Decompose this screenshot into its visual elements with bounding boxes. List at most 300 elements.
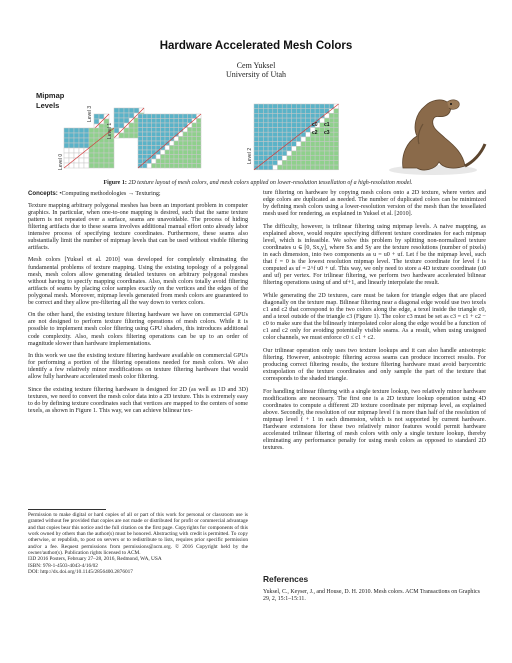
texel <box>174 123 179 128</box>
figure-label-c0: c0 <box>312 122 318 128</box>
texel <box>147 141 152 146</box>
texel <box>263 123 268 128</box>
texel <box>263 132 268 137</box>
texel <box>254 156 259 161</box>
texel <box>282 113 287 118</box>
texel <box>320 156 325 161</box>
texel <box>278 132 283 137</box>
texel <box>263 118 268 123</box>
texel <box>94 119 99 124</box>
texel <box>306 104 311 109</box>
texel <box>192 164 197 169</box>
texel <box>114 118 119 123</box>
texel <box>306 137 311 142</box>
texel <box>263 104 268 109</box>
permission-notice: Permission to make digital or hard copies of all or part of this work for personal or classroom use is granted without fee provided that copies are not made or distributed for profit or commercial advantage and that copies bear this notice and the full citation on the first page. Copyrights for components of this work owned by others than the author(s) must be honored. Abstracting with credit is permitted. To copy otherwise, or republish, to post on servers or to redistribute to lists, requires prior specific permission and/or a fee. Request permissions from permissions@acm.org. © 2016 Copyright held by the owner/author(s). Publication rights licensed to ACM. I3D 2016 Posters, February 27–28, 2016, Redmond, WA, USA ISBN: 978-1-4503-4043-4/16/02 DOI: http://dx.doi.org/10.1145/2856400.2876017 <box>28 512 248 576</box>
texel <box>273 160 278 165</box>
texel <box>296 142 301 147</box>
texel <box>138 137 143 142</box>
texture-grids <box>64 104 339 170</box>
texel <box>114 108 119 113</box>
texel <box>138 146 143 151</box>
texel <box>320 146 325 151</box>
texel <box>69 148 74 153</box>
texel <box>192 150 197 155</box>
texel <box>329 113 334 118</box>
texel <box>188 132 193 137</box>
texel <box>310 165 315 170</box>
texel <box>94 158 99 163</box>
texel <box>254 109 259 114</box>
texel <box>147 164 152 169</box>
texel <box>315 151 320 156</box>
texel <box>315 109 320 114</box>
texel <box>156 164 161 169</box>
texel <box>188 164 193 169</box>
texel <box>278 137 283 142</box>
texel <box>138 159 143 164</box>
texel <box>64 148 69 153</box>
texel <box>183 132 188 137</box>
texel <box>325 104 330 109</box>
texel <box>94 128 99 133</box>
texel <box>192 141 197 146</box>
texel <box>315 156 320 161</box>
texel <box>143 123 148 128</box>
texel <box>170 150 175 155</box>
texel <box>79 163 84 168</box>
caption-label: Figure 1: <box>103 180 127 186</box>
texel <box>273 104 278 109</box>
figure-label-c2: c2 <box>312 130 318 136</box>
texel <box>104 158 109 163</box>
texel <box>188 114 193 119</box>
texel <box>74 138 79 143</box>
texel <box>192 137 197 142</box>
texel <box>310 160 315 165</box>
texel <box>273 165 278 170</box>
texel <box>296 146 301 151</box>
texel <box>138 123 143 128</box>
texel <box>292 146 297 151</box>
texel <box>268 142 273 147</box>
texel <box>254 146 259 151</box>
texel <box>165 155 170 160</box>
texel <box>329 132 334 137</box>
texel <box>69 128 74 133</box>
texel <box>263 146 268 151</box>
texel <box>254 137 259 142</box>
texel <box>94 114 99 119</box>
texel <box>268 160 273 165</box>
left-paragraph: On the other hand, the existing texture filtering hardware we have on commercial GPUs are not designed to perform texture filtering operations of mesh colors. While it is possible to implement mesh color filtering using GPU shaders, this introduces additional code complexity. Also, mesh colors filtering operations can be up to an order of magnitude slower than hardware implementations. <box>28 312 248 347</box>
texel <box>197 137 202 142</box>
texel <box>282 132 287 137</box>
texel <box>179 159 184 164</box>
texel <box>152 141 157 146</box>
texel <box>109 163 114 168</box>
texel <box>268 137 273 142</box>
texel <box>310 146 315 151</box>
texel <box>263 165 268 170</box>
texel <box>114 128 119 133</box>
texel <box>306 128 311 133</box>
texel <box>119 113 124 118</box>
texel <box>188 141 193 146</box>
texel <box>138 114 143 119</box>
left-paragraph: Since the existing texture filtering hardware is designed for 2D (as well as 1D and 3D) textures, we need to convert the mesh color data into a 2D texture. This is extremely easy to do by defining texture coordinates such that vertices are mapped to the centers of some texels, as shown in Figure 1. This way, we can achieve bilinear tex- <box>28 387 248 415</box>
texel <box>296 156 301 161</box>
left-paragraph: Texture mapping arbitrary polygonal meshes has been an important problem in computer graphics. In particular, when one-to-one mapping is desired, such that the same texture pattern is not repeated over a surface, seams are unavoidable. The process of hiding filtering artifacts due to these seams involves additional manual effort onto already labor intensive process of specifying texture coordinates. Furthermore, these seams also substantially limit the number of mipmap levels that can be used without visible filtering artifacts. <box>28 202 248 251</box>
texel <box>296 128 301 133</box>
texel <box>174 146 179 151</box>
figure-label-level1: Level 1 <box>107 122 113 139</box>
texel <box>69 143 74 148</box>
texel <box>301 156 306 161</box>
texel <box>197 155 202 160</box>
texel <box>147 123 152 128</box>
texel <box>329 156 334 161</box>
texel <box>170 114 175 119</box>
texel <box>152 164 157 169</box>
texel <box>147 114 152 119</box>
texel <box>325 109 330 114</box>
texel <box>278 109 283 114</box>
author-name: Cem Yuksel <box>236 61 276 70</box>
texel <box>188 137 193 142</box>
texel <box>79 133 84 138</box>
texel <box>259 118 264 123</box>
texel <box>334 137 339 142</box>
texel <box>94 148 99 153</box>
texel <box>268 113 273 118</box>
texel <box>119 123 124 128</box>
texel <box>156 155 161 160</box>
texel <box>170 123 175 128</box>
author-affiliation: University of Utah <box>226 70 286 79</box>
texel <box>301 160 306 165</box>
texel <box>310 104 315 109</box>
texel <box>152 123 157 128</box>
texel <box>197 132 202 137</box>
texel <box>296 123 301 128</box>
texel <box>310 137 315 142</box>
texel <box>192 123 197 128</box>
texel <box>74 163 79 168</box>
texel <box>292 132 297 137</box>
texel <box>310 113 315 118</box>
texel <box>156 159 161 164</box>
texel <box>315 165 320 170</box>
texel <box>287 128 292 133</box>
texel <box>143 146 148 151</box>
texel <box>69 133 74 138</box>
texel <box>143 114 148 119</box>
texel <box>74 128 79 133</box>
texel <box>306 118 311 123</box>
texel <box>119 118 124 123</box>
texel <box>161 128 166 133</box>
texel <box>99 138 104 143</box>
rendered-model-image <box>389 100 485 175</box>
texel <box>259 113 264 118</box>
texel <box>254 104 259 109</box>
texel <box>84 138 89 143</box>
texel <box>179 119 184 124</box>
texel <box>170 128 175 133</box>
texel <box>320 160 325 165</box>
texel <box>306 146 311 151</box>
texel <box>325 142 330 147</box>
texel <box>268 165 273 170</box>
texel <box>192 146 197 151</box>
texel <box>334 132 339 137</box>
texel <box>287 151 292 156</box>
texel <box>282 165 287 170</box>
figure-label-mipmap: Mipmap <box>36 91 65 100</box>
texel <box>263 137 268 142</box>
texel <box>183 137 188 142</box>
texel <box>259 128 264 133</box>
texel <box>109 153 114 158</box>
texel <box>315 142 320 147</box>
paper-title: Hardware Accelerated Mesh Colors <box>159 40 353 52</box>
texel <box>179 146 184 151</box>
texel <box>301 123 306 128</box>
texel <box>282 160 287 165</box>
texel <box>315 160 320 165</box>
texel <box>259 142 264 147</box>
texel <box>282 118 287 123</box>
texel <box>64 153 69 158</box>
texel <box>292 109 297 114</box>
texel <box>268 123 273 128</box>
texel <box>170 155 175 160</box>
concepts-line <box>28 190 248 198</box>
texel <box>119 108 124 113</box>
texel <box>161 141 166 146</box>
texel <box>329 165 334 170</box>
left-column <box>28 190 248 421</box>
texel <box>138 119 143 124</box>
texel <box>292 113 297 118</box>
right-column <box>263 190 486 458</box>
texel <box>296 113 301 118</box>
texel <box>84 128 89 133</box>
texel <box>147 150 152 155</box>
texel <box>310 142 315 147</box>
figure-1-caption <box>28 180 488 187</box>
texel <box>119 133 124 138</box>
texel <box>152 128 157 133</box>
texel <box>147 137 152 142</box>
texel <box>254 113 259 118</box>
texel <box>156 137 161 142</box>
texel <box>183 128 188 133</box>
texel <box>84 143 89 148</box>
texel <box>287 118 292 123</box>
texel <box>315 113 320 118</box>
texel <box>278 118 283 123</box>
texel <box>165 114 170 119</box>
texel <box>94 153 99 158</box>
texel <box>287 104 292 109</box>
texel <box>192 155 197 160</box>
texel <box>273 156 278 161</box>
texel <box>259 156 264 161</box>
texel <box>287 109 292 114</box>
texel <box>282 137 287 142</box>
texel <box>306 165 311 170</box>
texel <box>278 151 283 156</box>
texel <box>282 109 287 114</box>
texel <box>143 132 148 137</box>
texel <box>320 151 325 156</box>
figure-label-level0: Level 0 <box>58 153 64 170</box>
texel <box>89 148 94 153</box>
texel <box>278 113 283 118</box>
texel <box>292 128 297 133</box>
texel <box>134 108 139 113</box>
texel <box>156 123 161 128</box>
texel <box>74 153 79 158</box>
texel <box>170 141 175 146</box>
texel <box>287 146 292 151</box>
texel <box>161 150 166 155</box>
texel <box>334 142 339 147</box>
texel <box>64 158 69 163</box>
texel <box>273 142 278 147</box>
texel <box>188 128 193 133</box>
texel <box>292 156 297 161</box>
texel <box>325 156 330 161</box>
texel <box>74 148 79 153</box>
texel <box>152 137 157 142</box>
texel <box>301 137 306 142</box>
texel <box>282 123 287 128</box>
texel <box>292 165 297 170</box>
texel <box>188 159 193 164</box>
texel <box>268 132 273 137</box>
texel <box>179 164 184 169</box>
texel <box>334 151 339 156</box>
texel <box>188 146 193 151</box>
texel <box>259 104 264 109</box>
texel <box>278 104 283 109</box>
texel <box>329 123 334 128</box>
texel <box>320 142 325 147</box>
texel <box>325 165 330 170</box>
texel <box>310 156 315 161</box>
texel <box>287 132 292 137</box>
texel <box>292 160 297 165</box>
grid-level-0 <box>138 114 201 168</box>
texel <box>301 165 306 170</box>
texel <box>179 114 184 119</box>
texel <box>306 142 311 147</box>
texel <box>183 150 188 155</box>
texel <box>152 150 157 155</box>
texel <box>174 119 179 124</box>
texel <box>268 151 273 156</box>
texel <box>161 155 166 160</box>
texel <box>287 165 292 170</box>
texel <box>174 155 179 160</box>
texel <box>143 128 148 133</box>
texel <box>161 119 166 124</box>
texel <box>170 146 175 151</box>
texel <box>296 165 301 170</box>
right-paragraph: While generating the 2D textures, care must be taken for triangle edges that are placed diagonally on the texture map. Bilinear filtering near a diagonal edge would use two texels c1 and c2 that correspond to the two colors along the edge, a texel inside the triangle c0, and a texel outside of the triangle c3 (Figure 1). The color c3 must be set as c3 = c1 + c2 − c0 to make sure that the bilinearly interpolated color along the edge would be a function of c1 and c2 only for avoiding potentially visible seams. As a result, when using unsigned color channels, we must enforce c0 ≤ c1 + c2. <box>263 292 486 342</box>
texel <box>273 118 278 123</box>
texel <box>129 133 134 138</box>
texel <box>259 151 264 156</box>
concepts-label: Concepts: <box>28 190 58 197</box>
texel <box>138 150 143 155</box>
texel <box>152 146 157 151</box>
texel <box>334 165 339 170</box>
texel <box>129 128 134 133</box>
texel <box>197 128 202 133</box>
texel <box>329 137 334 142</box>
texel <box>74 133 79 138</box>
texel <box>165 123 170 128</box>
texel <box>143 119 148 124</box>
texel <box>138 141 143 146</box>
texel <box>296 104 301 109</box>
texel <box>306 132 311 137</box>
texel <box>329 146 334 151</box>
texel <box>124 133 129 138</box>
texel <box>165 159 170 164</box>
texel <box>254 151 259 156</box>
texel <box>329 118 334 123</box>
texel <box>278 165 283 170</box>
texel <box>282 142 287 147</box>
texel <box>143 141 148 146</box>
texel <box>197 159 202 164</box>
texel <box>94 133 99 138</box>
texel <box>124 108 129 113</box>
texel <box>152 132 157 137</box>
texel <box>310 151 315 156</box>
texel <box>183 119 188 124</box>
texel <box>152 119 157 124</box>
right-paragraph: ture filtering on hardware by copying mesh colors onto a 2D texture, where vertex and edge colors are duplicated as needed. The number of duplicated colors can be minimized by defining mesh colors using a lower-resolution version of the mesh than the tessellated mesh used for rendering, as explained in Yuksel et al. [2010]. <box>263 190 486 218</box>
texel <box>74 158 79 163</box>
texel <box>278 160 283 165</box>
texel <box>278 123 283 128</box>
texel <box>306 109 311 114</box>
texel <box>192 114 197 119</box>
texel <box>192 132 197 137</box>
texel <box>254 128 259 133</box>
texel <box>268 128 273 133</box>
texel <box>306 113 311 118</box>
texel <box>170 159 175 164</box>
texel <box>268 146 273 151</box>
texel <box>161 159 166 164</box>
texel <box>334 146 339 151</box>
texel <box>292 151 297 156</box>
texel <box>161 164 166 169</box>
texel <box>84 153 89 158</box>
texel <box>282 151 287 156</box>
texel <box>254 142 259 147</box>
texel <box>183 164 188 169</box>
texel <box>310 109 315 114</box>
texel <box>320 165 325 170</box>
